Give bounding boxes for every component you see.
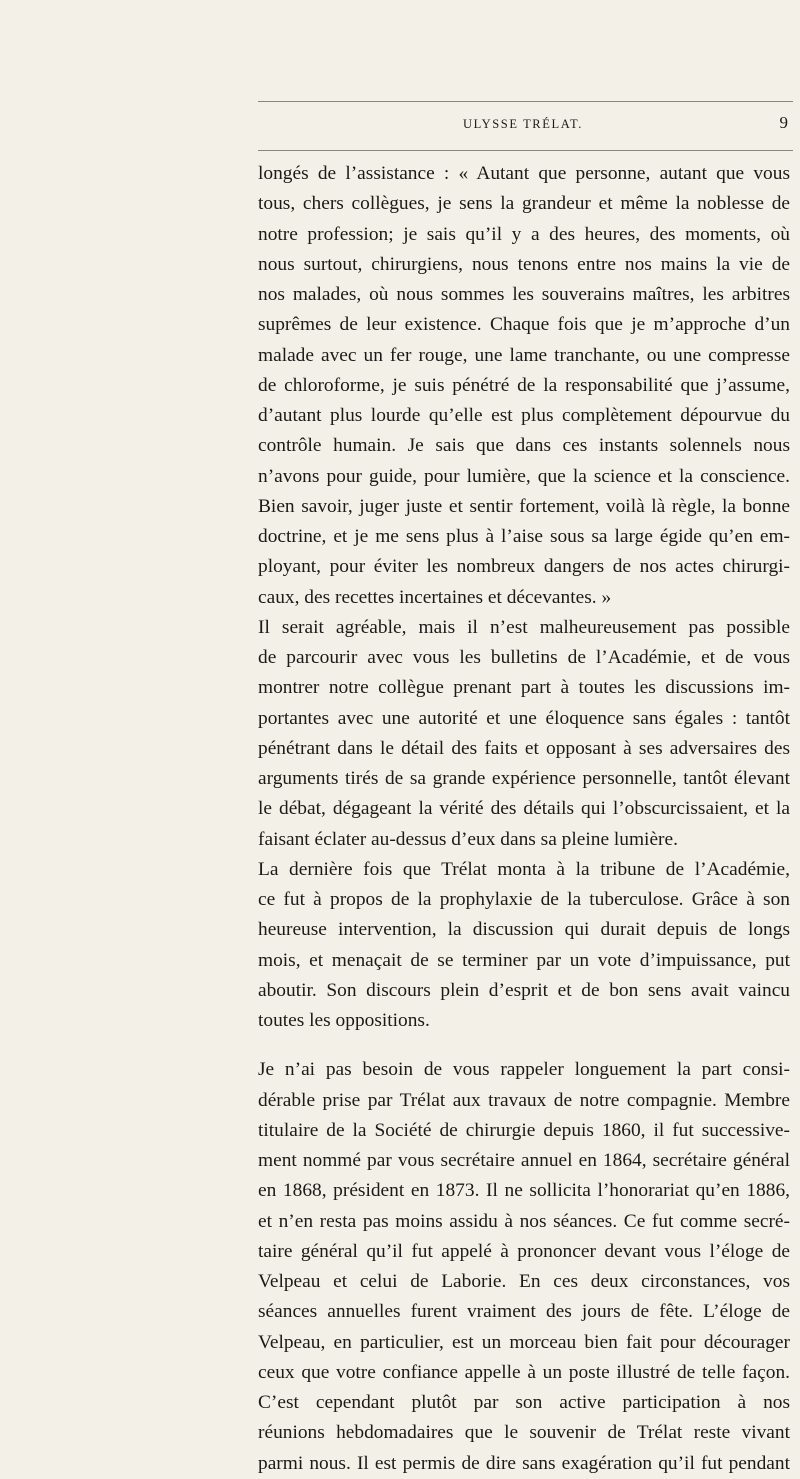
body-text <box>258 159 790 1479</box>
paragraph <box>258 855 790 1037</box>
text-line: séances annuelles furent vraiment des jours de fête. L’éloge de <box>258 1301 790 1323</box>
text-line: doctrine, et je me sens plus à l’aise sous sa large égide qu’en em- <box>258 526 790 547</box>
text-line: pénétrant dans le détail des faits et opposant à ses adversaires des <box>258 737 790 759</box>
header-rule-bottom <box>258 150 793 151</box>
text-line: réunions hebdomadaires que le souvenir de Trélat reste vivant <box>258 1422 790 1444</box>
text-line: Il serait agréable, mais il n’est malheureusement pas possible <box>258 616 790 638</box>
page-number: 9 <box>779 113 788 132</box>
text-line: dérable prise par Trélat aux travaux de notre compagnie. Membre <box>258 1089 790 1111</box>
text-line: La dernière fois que Trélat monta à la tribune de l’Académie, <box>258 858 790 880</box>
text-line: nous surtout, chirurgiens, nous tenons entre nos mains la vie de <box>258 253 790 275</box>
running-header <box>258 113 788 135</box>
text-line: arguments tirés de sa grande expérience personnelle, tantôt élevant <box>258 768 790 789</box>
text-line: caux, des recettes incertaines et décevantes. » <box>258 586 612 608</box>
text-line: ceux que votre confiance appelle à un poste illustré de telle façon. <box>258 1361 790 1383</box>
header-rule-top <box>258 101 793 102</box>
text-line: longés de l’assistance : « Autant que personne, autant que vous <box>258 163 790 184</box>
text-line: notre profession; je sais qu’il y a des heures, des moments, où <box>258 223 790 245</box>
text-line: ployant, pour éviter les nombreux dangers de nos actes chirurgi- <box>258 556 790 578</box>
text-line: Bien savoir, juger juste et sentir fortement, voilà là règle, la bonne <box>258 495 790 517</box>
text-line: parmi nous. Il est permis de dire sans exagération qu’il fut pendant <box>258 1452 790 1474</box>
text-line: contrôle humain. Je sais que dans ces instants solennels nous <box>258 435 790 457</box>
text-line: de parcourir avec vous les bulletins de l’Académie, et de vous <box>258 647 790 668</box>
text-line: portantes avec une autorité et une éloquence sans égales : tantôt <box>258 707 790 729</box>
paragraph-gap <box>258 1036 790 1055</box>
paragraph <box>258 1055 790 1479</box>
text-line: taire général qu’il fut appelé à prononcer devant vous l’éloge de <box>258 1240 790 1262</box>
running-head: ULYSSE TRÉLAT. <box>463 117 583 131</box>
text-line: nos malades, où nous sommes les souverains maîtres, les arbitres <box>258 284 790 305</box>
text-line: faisant éclater au-dessus d’eux dans sa pleine lumière. <box>258 828 678 850</box>
text-line: le débat, dégageant la vérité des détails qui l’obscurcissaient, et la <box>258 798 790 820</box>
text-line: Je n’ai pas besoin de vous rappeler longuement la part consi- <box>258 1059 790 1081</box>
text-line: ment nommé par vous secrétaire annuel en 1864, secrétaire général <box>258 1150 790 1171</box>
text-line: titulaire de la Société de chirurgie depuis 1860, il fut successive- <box>258 1119 790 1141</box>
text-line: Velpeau et celui de Laborie. En ces deux circonstances, vos <box>258 1271 790 1292</box>
text-line: C’est cependant plutôt par son active participation à nos <box>258 1392 790 1413</box>
text-line: toutes les oppositions. <box>258 1010 430 1031</box>
text-line: en 1868, président en 1873. Il ne sollicita l’honorariat qu’en 1886, <box>258 1180 790 1202</box>
text-line: Velpeau, en particulier, est un morceau bien fait pour décourager <box>258 1331 790 1353</box>
paragraph <box>258 159 790 613</box>
text-line: ce fut à propos de la prophylaxie de la tuberculose. Grâce à son <box>258 889 790 910</box>
text-line: d’autant plus lourde qu’elle est plus complètement dépourvue du <box>258 405 790 426</box>
text-line: heureuse intervention, la discussion qui durait depuis de longs <box>258 919 790 941</box>
text-line: mois, et menaçait de se terminer par un vote d’impuissance, put <box>258 949 790 971</box>
text-line: aboutir. Son discours plein d’esprit et de bon sens avait vaincu <box>258 979 790 1001</box>
text-line: suprêmes de leur existence. Chaque fois que je m’approche d’un <box>258 314 790 336</box>
text-line: de chloroforme, je suis pénétré de la responsabilité que j’assume, <box>258 374 790 396</box>
text-line: tous, chers collègues, je sens la grandeur et même la noblesse de <box>258 193 790 215</box>
text-line: malade avec un fer rouge, une lame tranchante, ou une compresse <box>258 344 790 366</box>
paragraph <box>258 613 790 855</box>
text-line: montrer notre collègue prenant part à toutes les discussions im- <box>258 677 790 699</box>
text-line: n’avons pour guide, pour lumière, que la science et la conscience. <box>258 465 790 487</box>
text-line: et n’en resta pas moins assidu à nos séances. Ce fut comme secré- <box>258 1210 790 1232</box>
